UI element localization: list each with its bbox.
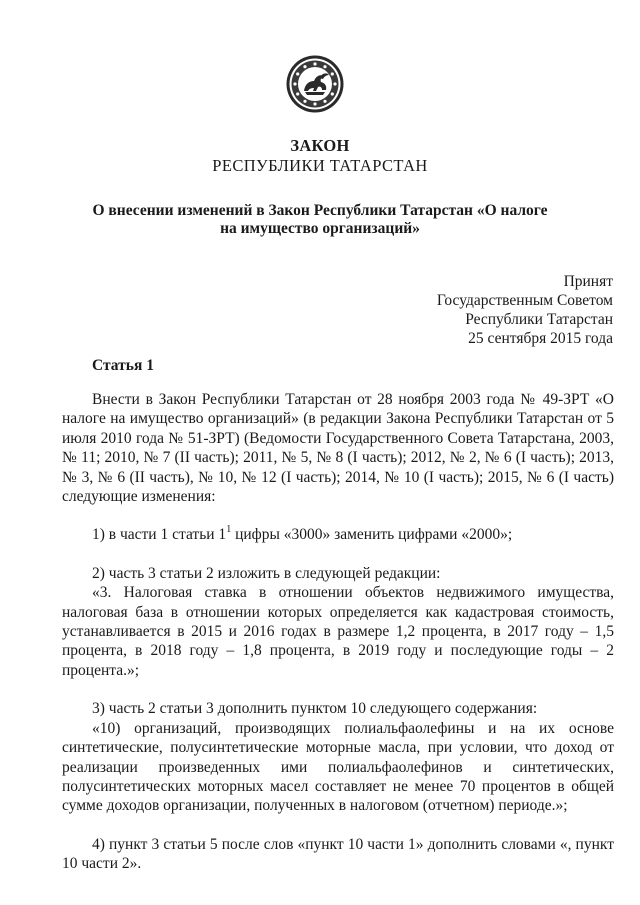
document-title bbox=[90, 202, 550, 238]
article-body bbox=[62, 390, 614, 874]
tatarstan-coat-of-arms-icon bbox=[285, 54, 345, 114]
adoption-line: Государственным Советом bbox=[436, 292, 613, 309]
amendment-item-4: 4) пункт 3 статьи 5 после слов «пункт 10 части 1» дополнить словами «, пункт 10 части 2». bbox=[62, 835, 614, 873]
document-title-line: на имущество организаций» bbox=[220, 220, 420, 237]
article-heading: Статья 1 bbox=[92, 357, 154, 374]
law-title: ЗАКОН bbox=[290, 136, 350, 155]
adoption-line: Принят bbox=[563, 273, 613, 290]
article-intro: Внести в Закон Республики Татарстан от 28 ноября 2003 года № 49-ЗРТ «О налоге на имущество организаций» (в редакции Закона Республики Татарстан от 5 июля 2010 года № 51-ЗРТ) (Ведомости Государственного Совета Татарстана, 2003, № 11; 2010, № 7 (II часть); 2011, № 5, № 8 (I часть); 2012, № 2, № 6 (I часть); 2013, № 3, № 6 (II часть), № 10, № 12 (I часть); 2014, № 10 (I часть); 2015, № 6 (I часть) следующие изменения: bbox=[62, 391, 614, 506]
amendment-item-3-quote: «10) организаций, производящих полиальфаолефины и на их основе синтетические, полусинтетические моторные масла, при условии, что доход от реализации произведенных ими полиальфаолефинов и синтетических, полусинтетических моторных масел составляет не менее 70 процентов в общей сумме доходов организации, полученных в налоговом (отчетном) периоде.»; bbox=[62, 719, 614, 815]
amendment-item-1 bbox=[62, 525, 614, 544]
adoption-line: Республики Татарстан bbox=[465, 311, 613, 328]
amendment-item-2: 2) часть 3 статьи 2 изложить в следующей редакции: bbox=[92, 564, 441, 582]
amendment-item-2-quote: «3. Налоговая ставка в отношении объектов недвижимого имущества, налоговая база в отношении которых определяется как кадастровая стоимость, устанавливается в 2015 и 2016 годах в размере 1,2 процента, в 2017 году – 1,5 процента, в 2018 году – 1,8 процента, в 2019 году и последующие годы – 2 процента.»; bbox=[62, 584, 614, 679]
amendment-item-3: 3) часть 2 статьи 3 дополнить пунктом 10 следующего содержания: bbox=[92, 700, 538, 718]
law-republic: РЕСПУБЛИКИ ТАТАРСТАН bbox=[212, 156, 428, 175]
adoption-block bbox=[437, 272, 613, 348]
document-title-line: О внесении изменений в Закон Республики Татарстан «О налоге bbox=[92, 202, 548, 219]
superscript: 1 bbox=[226, 524, 232, 536]
amendment-item-1-text-end: цифры «3000» заменить цифрами «2000»; bbox=[231, 526, 513, 544]
amendment-item-1-text: 1) в части 1 статьи 1 bbox=[92, 526, 227, 544]
adoption-date: 25 сентября 2015 года bbox=[468, 330, 613, 347]
